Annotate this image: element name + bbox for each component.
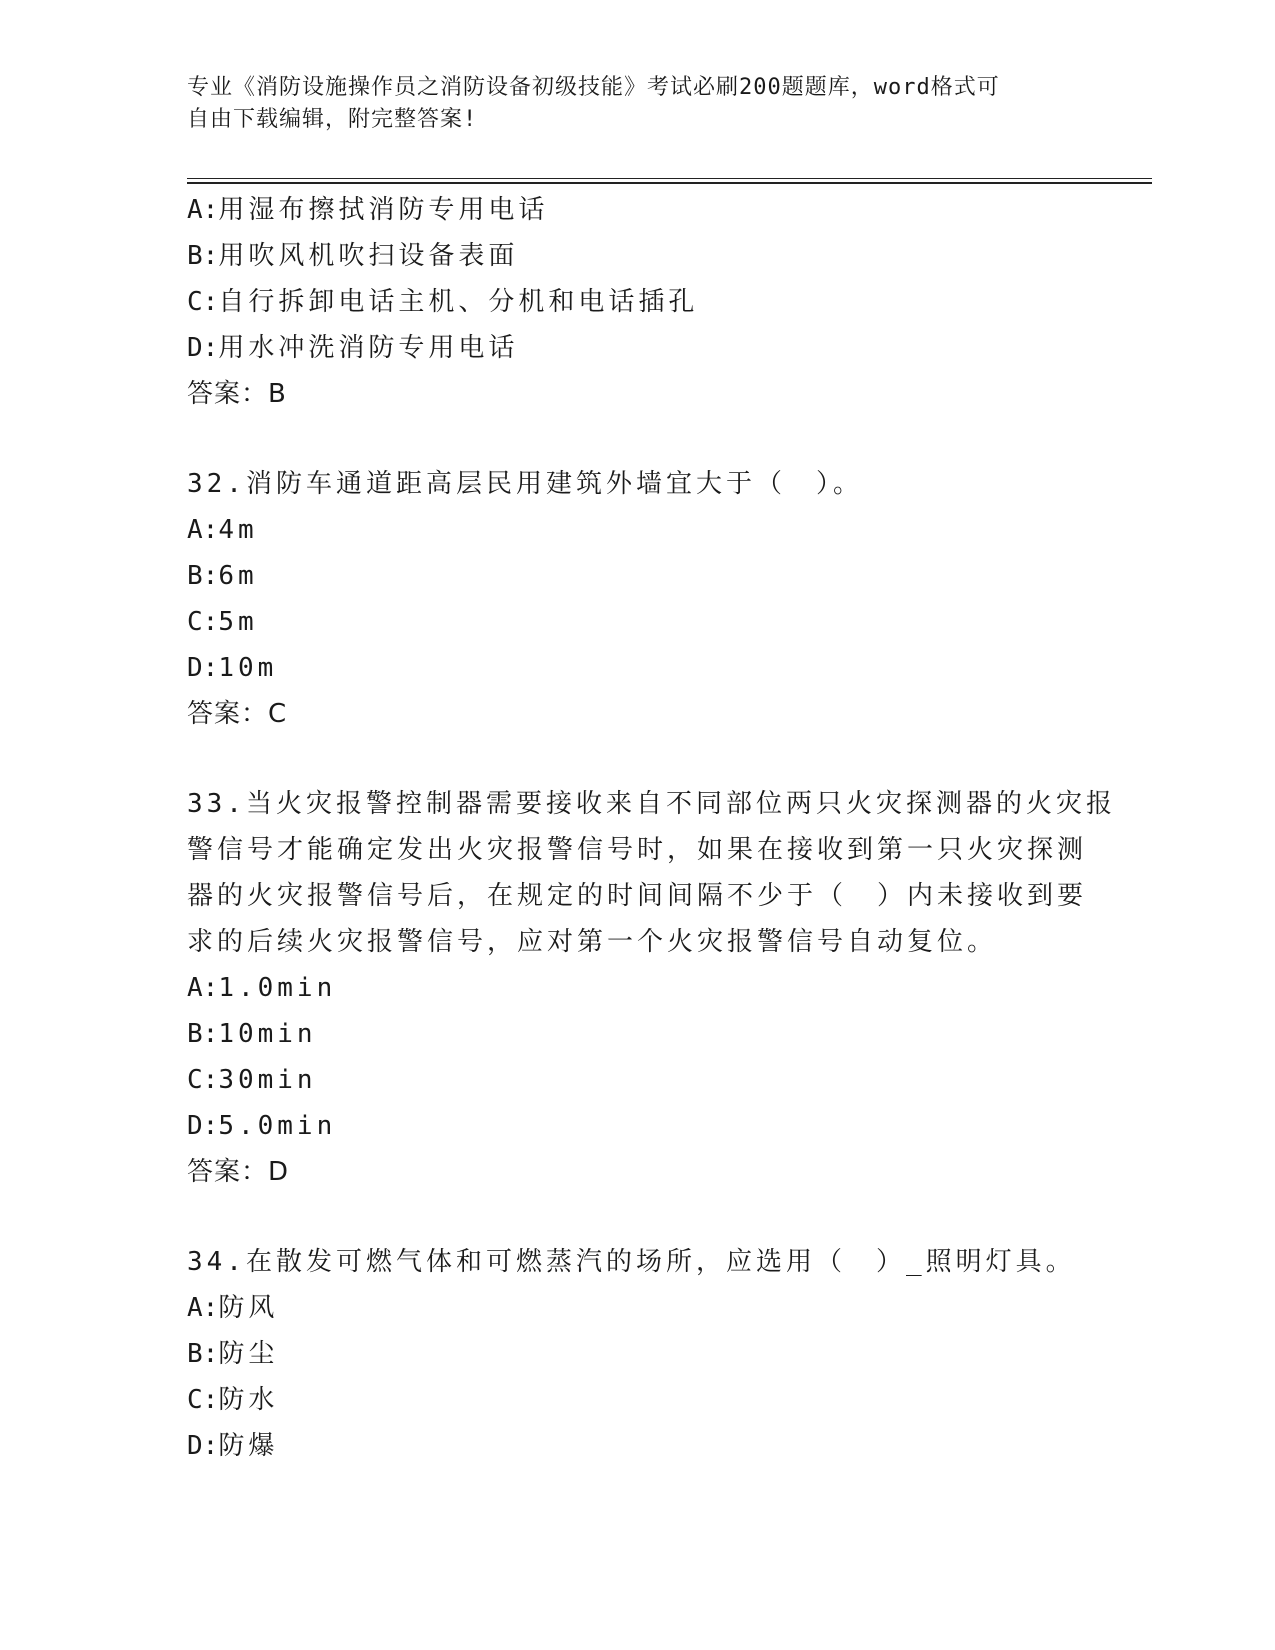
option-b: B:10min [187,1019,317,1049]
question-stem: 34.在散发可燃气体和可燃蒸汽的场所，应选用（ ）_照明灯具。 [187,1247,1076,1277]
question-stem: 32.消防车通道距高层民用建筑外墙宜大于（ ）。 [187,469,863,499]
option-a: A:防风 [187,1293,279,1323]
option-d: D:10m [187,653,278,683]
option-b: B:防尘 [187,1339,279,1369]
spacer [187,1195,1087,1239]
option-a: A:1.0min [187,973,337,1003]
partial-question [187,187,1087,417]
question-34 [187,1239,1087,1469]
question-stem-line-2: 警信号才能确定发出火灾报警信号时，如果在接收到第一只火灾探测 [187,835,1088,865]
spacer [187,417,1087,461]
document-header [187,72,1067,136]
option-c: C:自行拆卸电话主机、分机和电话插孔 [187,287,699,317]
option-b: B:6m [187,561,258,591]
option-b: B:用吹风机吹扫设备表面 [187,241,519,271]
option-d: D:防爆 [187,1431,279,1461]
header-divider-thick [187,182,1152,184]
question-stem-line-4: 求的后续火灾报警信号，应对第一个火灾报警信号自动复位。 [187,927,998,957]
question-33 [187,781,1116,1195]
option-a: A:4m [187,515,258,545]
question-content [187,187,1116,1469]
question-stem-line-1: 33.当火灾报警控制器需要接收来自不同部位两只火灾探测器的火灾报 [187,789,1116,819]
option-c: C:5m [187,607,258,637]
header-line-2: 自由下载编辑，附完整答案! [187,107,478,132]
answer-line: 答案：B [187,379,287,409]
spacer [187,737,1087,781]
option-c: C:30min [187,1065,317,1095]
question-stem-line-3: 器的火灾报警信号后，在规定的时间间隔不少于（ ）内未接收到要 [187,881,1088,911]
option-d: D:5.0min [187,1111,337,1141]
header-divider-thin [187,178,1152,179]
answer-line: 答案：D [187,1157,290,1187]
option-a: A:用湿布擦拭消防专用电话 [187,195,549,225]
question-32 [187,461,1087,737]
option-c: C:防水 [187,1385,279,1415]
answer-line: 答案：C [187,699,288,729]
option-d: D:用水冲洗消防专用电话 [187,333,519,363]
header-line-1: 专业《消防设施操作员之消防设备初级技能》考试必刷200题题库，word格式可 [187,75,1000,100]
